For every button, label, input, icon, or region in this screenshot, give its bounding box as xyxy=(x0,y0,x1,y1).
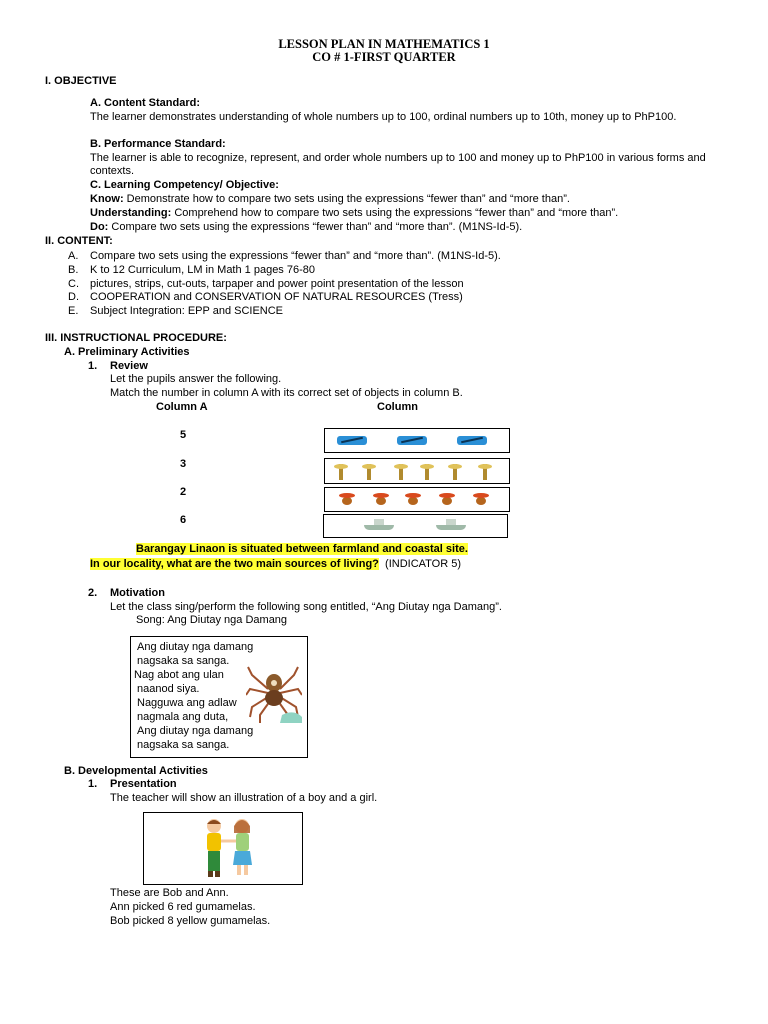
review-number: 1. xyxy=(88,360,98,372)
locality-question-text: In our locality, what are the two main sources of living? xyxy=(90,558,379,570)
content-standard-label: A. Content Standard: xyxy=(90,97,200,109)
locality-question xyxy=(90,558,461,571)
procedure-heading: III. INSTRUCTIONAL PROCEDURE: xyxy=(45,332,227,344)
content-item-text: pictures, strips, cut-outs, tarpaper and power point presentation of the lesson xyxy=(90,278,464,290)
content-item xyxy=(68,291,463,304)
know-text: Demonstrate how to compare two sets using the expressions “fewer than” and “more than”. xyxy=(126,193,570,205)
column-b-header: Column xyxy=(377,401,418,413)
performance-standard-label: B. Performance Standard: xyxy=(90,138,226,150)
preliminary-heading: A. Preliminary Activities xyxy=(64,346,190,358)
content-item-marker: B. xyxy=(68,264,79,276)
song-line: nagmala ang duta, xyxy=(137,711,229,723)
presentation-heading xyxy=(88,778,177,791)
do-line xyxy=(90,221,522,234)
story-line: Ann picked 6 red gumamelas. xyxy=(110,901,256,913)
story-line: Bob picked 8 yellow gumamelas. xyxy=(110,915,271,927)
song-line: naanod siya. xyxy=(137,683,200,695)
rice-stalk-icon xyxy=(483,464,487,480)
motivation-heading xyxy=(88,587,165,600)
do-text: Compare two sets using the expressions “fewer than” and “more than”. (M1NS-Id-5). xyxy=(111,221,523,233)
content-item xyxy=(68,250,501,263)
content-item xyxy=(68,305,283,318)
song-line: Nagguwa ang adlaw xyxy=(137,697,237,709)
song-line: Ang diutay nga damang xyxy=(137,641,254,653)
presentation-line: The teacher will show an illustration of a boy and a girl. xyxy=(110,792,378,804)
boat-icon xyxy=(436,519,466,531)
song-line: nagsaka sa sanga. xyxy=(137,655,230,667)
performance-standard-text: The learner is able to recognize, represent, and order whole numbers up to 100 and money up to PhP100 in various forms and contexts. xyxy=(90,152,706,177)
song-label: Song: Ang Diutay nga Damang xyxy=(136,614,288,626)
content-item-text: K to 12 Curriculum, LM in Math 1 pages 76-80 xyxy=(90,264,316,276)
boy-and-girl-illustration xyxy=(196,817,262,879)
rice-stalk-icon xyxy=(367,464,371,480)
boat-icon xyxy=(364,519,394,531)
content-standard-text: The learner demonstrates understanding of whole numbers up to 100, ordinal numbers up to 10th, money up to PhP100. xyxy=(90,111,677,123)
song-line: nagsaka sa sanga. xyxy=(137,739,230,751)
rice-stalk-icon xyxy=(339,464,343,480)
match-number: 5 xyxy=(180,429,187,441)
rice-set-box xyxy=(324,458,510,484)
bee-icon xyxy=(405,493,421,506)
document-subtitle: CO # 1-FIRST QUARTER xyxy=(312,50,456,64)
understanding-text: Comprehend how to compare two sets using the expressions “fewer than” and “more than”. xyxy=(174,207,619,219)
locality-statement-text: Barangay Linaon is situated between farmland and coastal site. xyxy=(136,543,468,555)
content-item-text: Subject Integration: EPP and SCIENCE xyxy=(90,305,284,317)
bee-icon xyxy=(473,493,489,506)
presentation-number: 1. xyxy=(88,778,98,790)
content-heading: II. CONTENT: xyxy=(45,235,113,247)
content-item-text: Compare two sets using the expressions “fewer than” and “more than”. (M1NS-Id-5). xyxy=(90,250,501,262)
locality-statement xyxy=(136,543,468,556)
content-item-text: COOPERATION and CONSERVATION OF NATURAL RESOURCES (Tress) xyxy=(90,291,463,303)
indicator-label: (INDICATOR 5) xyxy=(385,558,462,570)
bee-icon xyxy=(339,493,355,506)
fish-icon xyxy=(397,436,427,445)
content-item xyxy=(68,264,315,277)
rice-stalk-icon xyxy=(399,464,403,480)
motivation-label: Motivation xyxy=(110,587,165,599)
boat-set-box xyxy=(323,514,508,538)
content-item-marker: D. xyxy=(68,291,79,303)
match-number: 6 xyxy=(180,514,187,526)
song-line: Nag abot ang ulan xyxy=(134,669,224,681)
motivation-number: 2. xyxy=(88,587,98,599)
do-label: Do: xyxy=(90,221,109,233)
fish-icon xyxy=(337,436,367,445)
review-heading xyxy=(88,360,148,373)
know-line xyxy=(90,193,570,206)
developmental-heading: B. Developmental Activities xyxy=(64,765,208,777)
column-a-header: Column A xyxy=(156,401,208,413)
document-title: LESSON PLAN IN MATHEMATICS 1 xyxy=(278,37,490,51)
objective-heading: I. OBJECTIVE xyxy=(45,75,117,87)
competency-label: C. Learning Competency/ Objective: xyxy=(90,179,279,191)
bee-icon xyxy=(439,493,455,506)
understanding-line xyxy=(90,207,618,220)
review-label: Review xyxy=(110,360,148,372)
fish-icon xyxy=(457,436,487,445)
bee-set-box xyxy=(324,487,510,512)
rice-stalk-icon xyxy=(453,464,457,480)
rice-stalk-icon xyxy=(425,464,429,480)
motivation-line: Let the class sing/perform the following song entitled, “Ang Diutay nga Damang”. xyxy=(110,601,502,613)
presentation-label: Presentation xyxy=(110,778,177,790)
know-label: Know: xyxy=(90,193,124,205)
fish-set-box xyxy=(324,428,510,453)
review-line-2: Match the number in column A with its correct set of objects in column B. xyxy=(110,387,463,399)
match-number: 3 xyxy=(180,458,187,470)
content-item-marker: A. xyxy=(68,250,79,262)
content-item-marker: E. xyxy=(68,305,79,317)
content-item-marker: C. xyxy=(68,278,79,290)
spider-illustration xyxy=(246,665,302,723)
content-item xyxy=(68,278,464,291)
understanding-label: Understanding: xyxy=(90,207,172,219)
bee-icon xyxy=(373,493,389,506)
review-line-1: Let the pupils answer the following. xyxy=(110,373,282,385)
match-number: 2 xyxy=(180,486,187,498)
story-line: These are Bob and Ann. xyxy=(110,887,229,899)
song-line: Ang diutay nga damang xyxy=(137,725,254,737)
